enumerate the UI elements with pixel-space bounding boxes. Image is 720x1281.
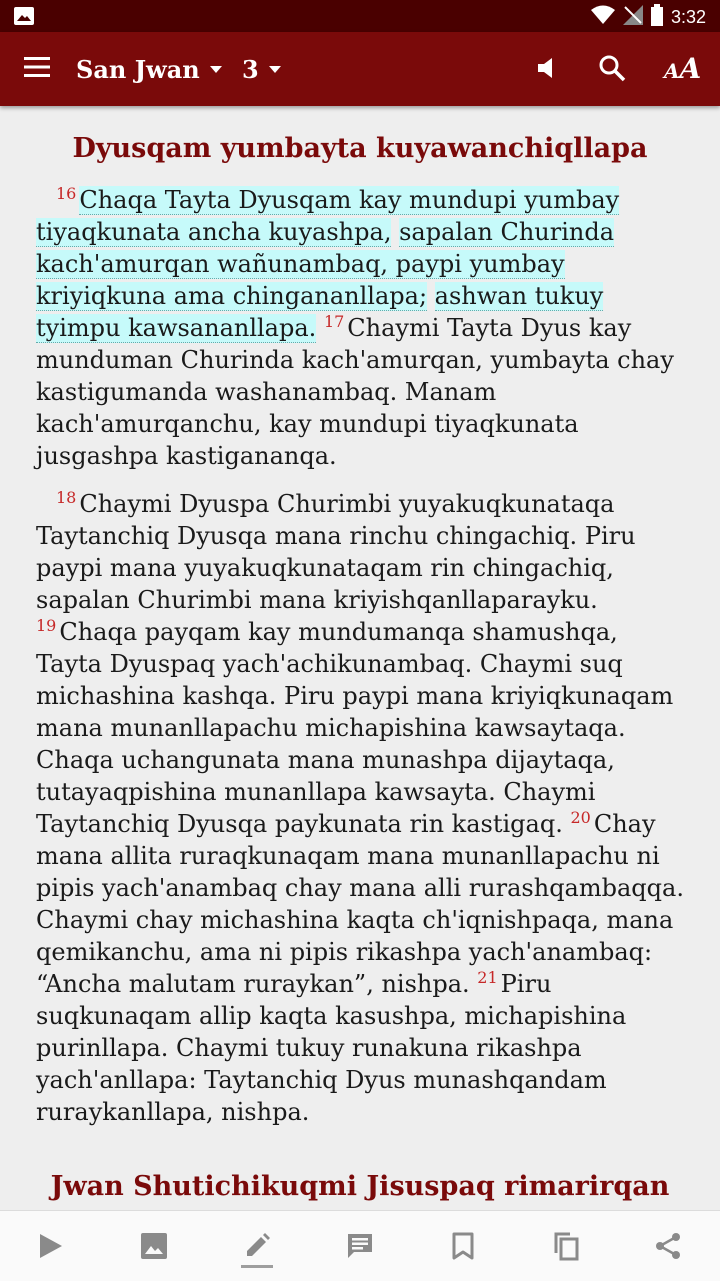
- app-bar: [0, 32, 720, 106]
- reading-pane[interactable]: [0, 106, 720, 1210]
- verse-spacer: [427, 282, 435, 310]
- highlighted-verse-text[interactable]: sapalan Churinda kach'amurqan wañunambaq, paypi yumbay kriyiqkuna ama chingananllapa;: [36, 218, 615, 310]
- verse-number[interactable]: 17: [323, 312, 345, 331]
- section-heading: Jwan Shutichikuqmi Jisuspaq rimarirqan: [50, 1171, 670, 1202]
- chapter-selector[interactable]: [242, 52, 281, 86]
- book-name: San Jwan: [76, 54, 200, 84]
- pencil-icon[interactable]: [227, 1216, 287, 1276]
- verse-text[interactable]: Chaymi Dyuspa Churimbi yuyakuqkunataqa Taytanchiq Dyusqa mana rinchu chingachiq. Piru paypi mana yuyakuqkunataqam rin chingachiq, sapalan Churimbi mana kriyishqanllaparayku.: [36, 490, 636, 614]
- battery-icon: [651, 4, 663, 30]
- font-size-button[interactable]: [664, 52, 701, 85]
- verse-text[interactable]: Chaqa payqam kay mundumanqa shamushqa, Tayta Dyuspaq yach'achikunambaq. Chaymi suq michashina kashqa. Piru paypi mana kriyiqkunaqam mana munanllapachu michapishina kawsaytaqa. Chaqa uchangunata mana munashpa dijaytaqa, tutayaqpishina munanllapa kawsayta. Chaymi Taytanchiq Dyusqa paykunata rin kastigaq.: [36, 618, 674, 838]
- paragraph: [36, 184, 686, 472]
- verse-number[interactable]: 19: [36, 616, 57, 635]
- search-icon[interactable]: [598, 54, 626, 86]
- gallery-notification-icon: [14, 7, 34, 29]
- verse-text[interactable]: Chay mana allita ruraqkunaqam mana munanllapachu ni pipis yach'anambaq chay mana alli rurashqambaqqa. Chaymi chay michashina kaqta ch'iqnishpaqa, mana qemikanchu, ama ni pipis rikashpa yach'anambaq: “Ancha malutam ruraykan”, nishpa.: [36, 810, 684, 998]
- chevron-down-icon: [269, 66, 281, 73]
- chapter-number: 3: [242, 54, 259, 84]
- chevron-down-icon: [210, 66, 222, 73]
- bottom-toolbar: [0, 1210, 720, 1281]
- font-size-big-glyph: A: [679, 52, 702, 85]
- speaker-icon[interactable]: [538, 56, 554, 84]
- signal-icon: [623, 5, 643, 29]
- font-size-small-glyph: A: [664, 59, 680, 83]
- verse-number[interactable]: 21: [477, 968, 498, 987]
- verse-number[interactable]: 16: [56, 184, 77, 203]
- verse-number[interactable]: 20: [570, 808, 591, 827]
- highlighted-verse-text[interactable]: Chaqa Tayta Dyusqam kay mundupi yumbay tiyaqkunata ancha kuyashpa,: [36, 186, 620, 246]
- notes-icon[interactable]: [330, 1216, 390, 1276]
- book-selector[interactable]: [76, 52, 222, 86]
- verse-text[interactable]: Chaymi Tayta Dyus kay munduman Churinda kach'amurqan, yumbayta chay kastigumanda washanambaq. Manam kach'amurqanchu, kay mundupi tiyaqkunata jusgashpa kastigananqa.: [36, 314, 674, 470]
- bookmark-icon[interactable]: [433, 1216, 493, 1276]
- paragraph: [36, 488, 686, 1128]
- menu-icon[interactable]: [24, 57, 50, 81]
- verse-text[interactable]: Piru suqkunaqam allip kaqta kasushpa, michapishina purinllapa. Chaymi tukuy runakuna rikashpa yach'anllapa: Taytanchiq Dyus munashqandam ruraykanllapa, nishpa.: [36, 970, 627, 1126]
- share-icon[interactable]: [638, 1216, 698, 1276]
- image-icon[interactable]: [124, 1216, 184, 1276]
- highlighted-verse-text[interactable]: ashwan tukuy tyimpu kawsananllapa.: [36, 282, 604, 342]
- status-time: 3:32: [670, 6, 706, 27]
- wifi-icon: [591, 5, 615, 29]
- verse-number[interactable]: 18: [56, 488, 77, 507]
- status-bar: [0, 0, 720, 32]
- copy-icon[interactable]: [536, 1216, 596, 1276]
- play-icon[interactable]: [21, 1216, 81, 1276]
- section-heading: Dyusqam yumbayta kuyawanchiqllapa: [72, 133, 648, 164]
- verse-spacer: [391, 218, 399, 246]
